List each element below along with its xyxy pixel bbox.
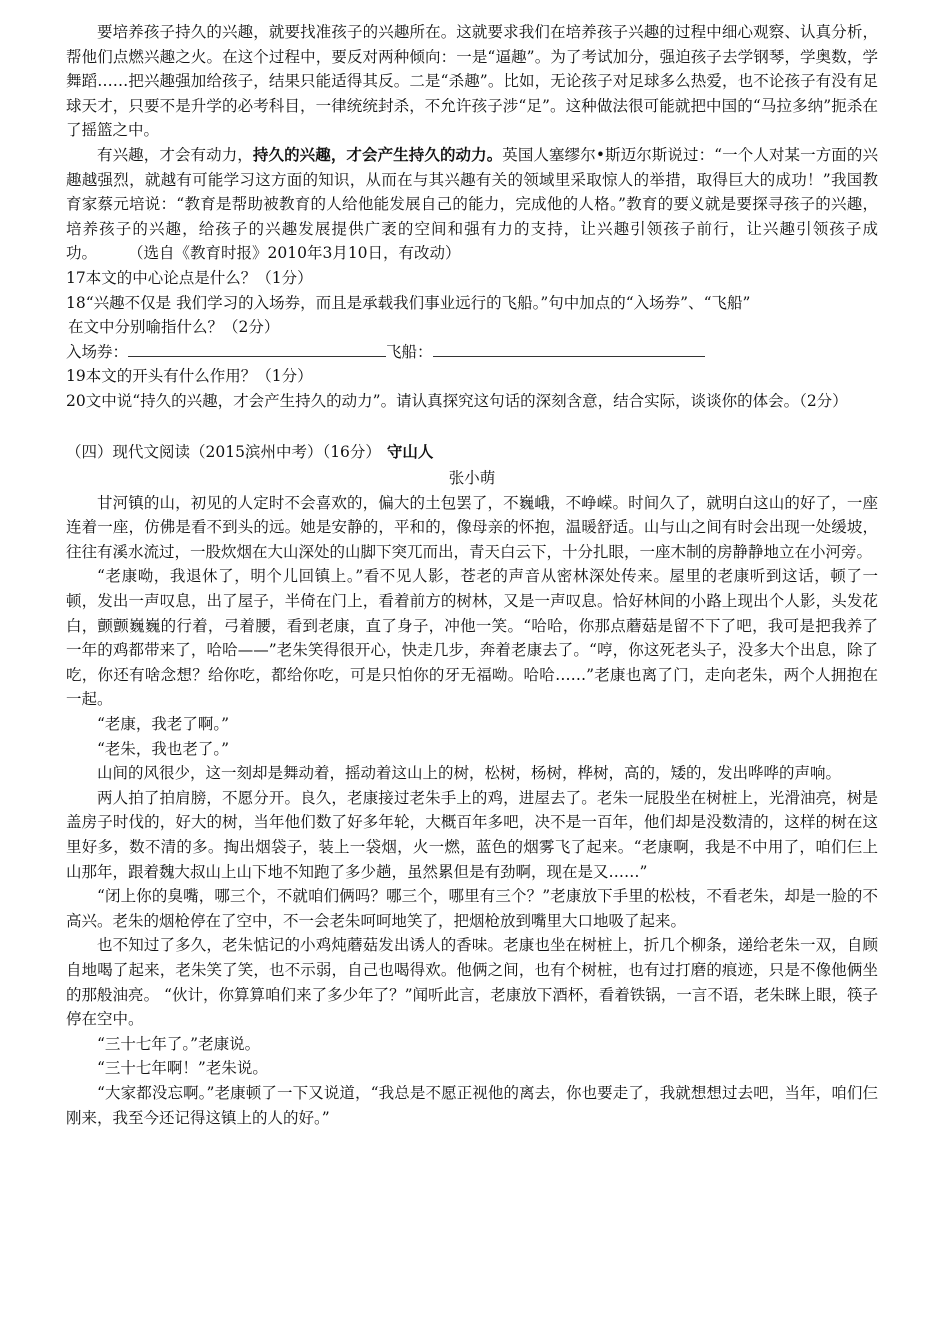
question-18-answer-row bbox=[66, 340, 878, 365]
essay-key-sentence: 持久的兴趣，才会产生持久的动力。 bbox=[252, 144, 503, 164]
essay-paragraph-2-start: 有兴趣，才会有动力， bbox=[97, 145, 253, 164]
section-gap bbox=[66, 414, 878, 440]
answer-label-ship: 飞船： bbox=[386, 342, 433, 361]
answer-blank-ship[interactable] bbox=[433, 340, 705, 357]
question-18-line1: 18“兴趣不仅是 我们学习的入场券，而且是承载我们事业远行的飞船。”句中加点的“入场券”、“飞船” bbox=[66, 293, 751, 312]
story-paragraph: “三十七年啊！”老朱说。 bbox=[97, 1059, 268, 1078]
story-paragraph: 山间的风很少，这一刻却是舞动着，摇动着这山上的树，松树，杨树，桦树，高的，矮的，发出哗哗的声响。 bbox=[97, 764, 842, 783]
story-paragraph: 也不知过了多久，老朱惦记的小鸡炖蘑菇发出诱人的香味。老康也坐在树桩上，折几个柳条，递给老朱一双，自顾自地喝了起来，老朱笑了笑，也不示弱，自己也喝得欢。他俩之间，也有个树桩，也有过打磨的痕迹，只是不像他俩坐的那般油亮。 “伙计，你算算咱们来了多少年了？”闻听此言，老康放下酒杯，看着铁锅，一言不语，老朱眯上眼，筷子停在空中。 bbox=[66, 936, 878, 1029]
answer-blank-ticket[interactable] bbox=[128, 340, 386, 357]
story-paragraph: “老康呦，我退休了，明个儿回镇上。”看不见人影，苍老的声音从密林深处传来。屋里的老康听到这话，顿了一顿，发出一声叹息，出了屋子，半倚在门上，看着前方的树林，又是一声叹息。恰好林间的小路上现出个人影，头发花白，颤颤巍巍的行着，弓着腰，看到老康，直了身子，冲他一笑。“哈哈，你那点蘑菇是留不下了吧，我可是把我养了一年的鸡都带来了，哈哈——”老朱笑得很开心，快走几步，奔着老康去了。“哼，你这死老头子，没多大个出息，除了吃，你还有啥念想？给你吃，都给你吃，可是只怕你的牙无福呦。哈哈……”老康也离了门，走向老朱，两个人拥抱在一起。 bbox=[66, 567, 878, 709]
essay-paragraph-1: 要培养孩子持久的兴趣，就要找准孩子的兴趣所在。这就要求我们在培养孩子兴趣的过程中细心观察、认真分析，帮他们点燃兴趣之火。在这个过程中，要反对两种倾向：一是“逼趣”。为了考试加分，强迫孩子去学钢琴，学奥数，学舞蹈……把兴趣强加给孩子，结果只能适得其反。二是“杀趣”。比如，无论孩子对足球多么热爱，也不论孩子有没有足球天才，只要不是升学的必考科目，一律统统封杀，不允许孩子涉“足”。这种做法很可能就把中国的“马拉多纳”扼杀在了摇篮之中。 bbox=[66, 23, 878, 140]
essay-paragraph-2-rest: 英国人塞缪尔•斯迈尔斯说过：“一个人对某一方面的兴趣越强烈，就越有可能学习这方面的知识，从而在与其兴趣有关的领域里采取惊人的举措，取得巨大的成功！”我国教育家蔡元培说：“教育是帮助被教育的人给他能发展自己的能力，完成他的人格。”教育的要义就是要探寻孩子的兴趣，培养孩子的兴趣，给孩子的兴趣发展提供广袤的空间和强有力的支持，让兴趣引领孩子前行，让兴趣引领孩子成功。 bbox=[66, 145, 878, 263]
story-paragraph: “大家都没忘啊。”老康顿了一下又说道，“我总是不愿正视他的离去，你也要走了，我就想想过去吧，当年，咱们仨刚来，我至今还记得这镇上的人的好。” bbox=[66, 1083, 878, 1127]
story-paragraph: “闭上你的臭嘴，哪三个，不就咱们俩吗？哪三个，哪里有三个？”老康放下手里的松枝，不看老朱，却是一脸的不高兴。老朱的烟枪停在了空中，不一会老朱呵呵地笑了，把烟枪放到嘴里大口地吸了起来。 bbox=[66, 887, 878, 930]
section-4-header bbox=[66, 440, 878, 465]
story-author: 张小萌 bbox=[448, 469, 496, 488]
story-title: 守山人 bbox=[386, 441, 434, 461]
question-18-line2: 在文中分别喻指什么？（2分） bbox=[68, 318, 280, 337]
question-19: 19本文的开头有什么作用？（1分） bbox=[66, 367, 313, 386]
essay-source: （选自《教育时报》2010年3月10日，有改动） bbox=[128, 244, 461, 263]
story-paragraph: 甘河镇的山，初见的人定时不会喜欢的，偏大的土包罢了，不巍峨，不峥嵘。时间久了，就明白这山的好了，一座连着一座，仿佛是看不到头的远。她是安静的，平和的，像母亲的怀抱，温暖舒适。山与山之间有时会出现一处缓坡，往往有溪水流过，一股炊烟在大山深处的山脚下突兀而出，青天白云下，十分扎眼，一座木制的房静静地立在小河旁。 bbox=[66, 493, 878, 561]
answer-label-ticket: 入场券： bbox=[66, 342, 129, 361]
question-20: 20文中说“持久的兴趣，才会产生持久的动力”。请认真探究这句话的深刻含意，结合实际，谈谈你的体会。（2分） bbox=[66, 391, 848, 410]
essay-paragraph-2 bbox=[66, 143, 878, 266]
section-4-label: （四）现代文阅读（2015滨州中考）（16分） bbox=[66, 442, 381, 461]
story-paragraph: “老朱，我也老了。” bbox=[97, 739, 230, 758]
story-paragraph: “三十七年了。”老康说。 bbox=[97, 1034, 261, 1053]
question-17: 17本文的中心论点是什么？（1分） bbox=[66, 268, 313, 287]
story-paragraph: “老康，我老了啊。” bbox=[97, 715, 230, 734]
story-paragraph: 两人拍了拍肩膀，不愿分开。良久，老康接过老朱手上的鸡，进屋去了。老朱一屁股坐在树桩上，光滑油亮，树是盖房子时伐的，好大的树，当年他们数了好多年轮，大概百年多吧，决不是一百年，他们却是没数清的，这样的树在这里好多，数不清的多。掏出烟袋子，装上一袋烟，火一燃，蓝色的烟雾飞了起来。“老康啊，我是不中用了，咱们仨上山那年，跟着魏大叔山上山下地不知跑了多少趟，虽然累但是有劲啊，现在是又……” bbox=[66, 788, 878, 881]
